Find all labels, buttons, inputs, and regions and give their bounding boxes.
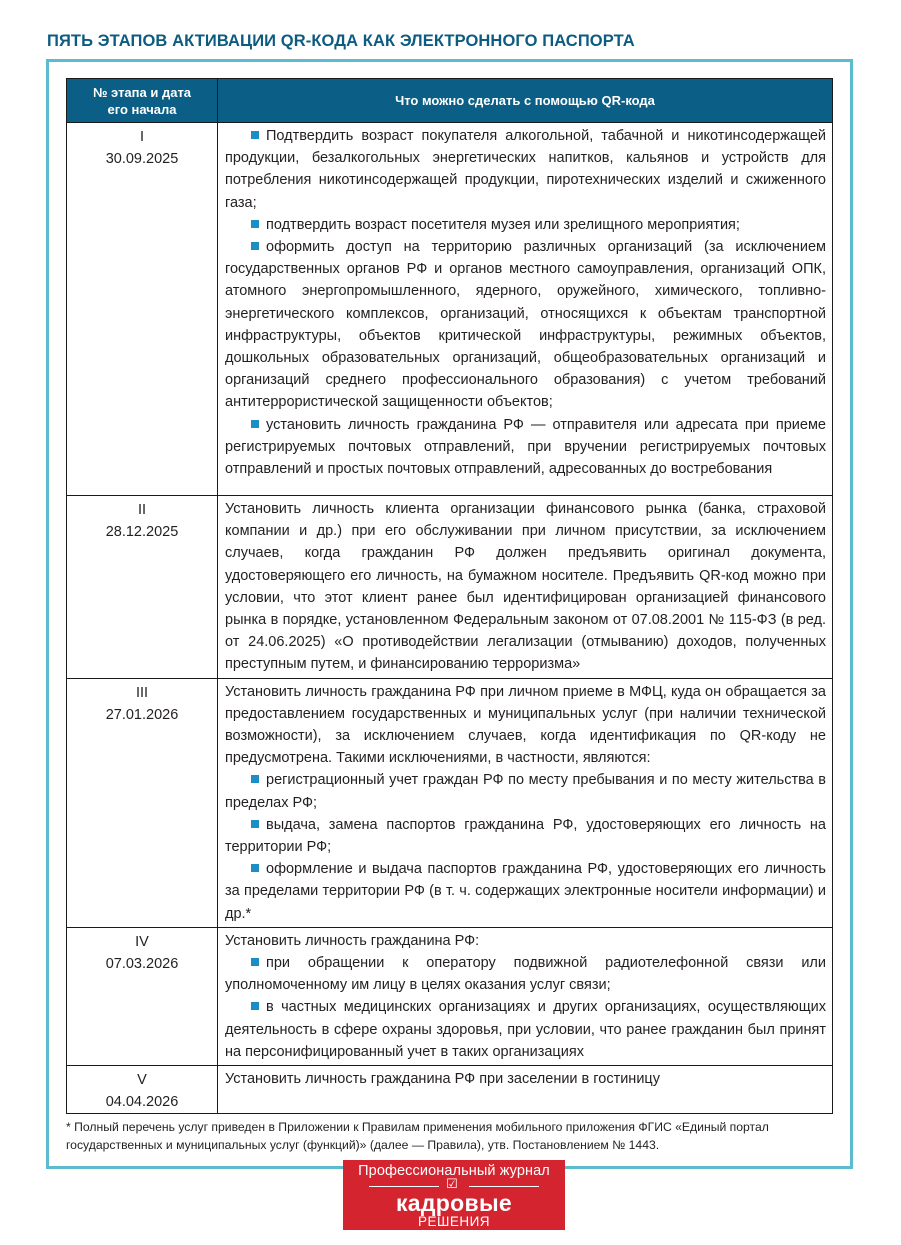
list-item <box>225 214 826 236</box>
logo-line2: кадровые <box>396 1190 512 1216</box>
table-row <box>67 123 833 496</box>
stage-date: 04.04.2026 <box>105 1094 179 1111</box>
list-item-text: при обращении к оператору подвижной радиотелефонной связи или уполномоченному им лицу в целях оказания услуг связи; <box>225 955 826 994</box>
logo-line3: РЕШЕНИЯ <box>417 1214 491 1229</box>
table-row <box>67 678 833 927</box>
stage-cell <box>67 123 218 496</box>
content-cell <box>218 678 833 927</box>
square-bullet-icon <box>251 131 259 139</box>
square-bullet-icon <box>251 820 259 828</box>
list-item <box>225 236 826 414</box>
square-bullet-icon <box>251 775 259 783</box>
content-cell <box>218 927 833 1065</box>
table-row <box>67 496 833 679</box>
content-cell <box>218 123 833 496</box>
table-row <box>67 927 833 1065</box>
square-bullet-icon <box>251 958 259 966</box>
header-stage-line2: его начала <box>107 101 177 117</box>
list-item-text: установить личность гражданина РФ — отправителя или адресата при приеме регистрируемых почтовых отправлений, при вручении регистрируемых почтовых отправлений и простых почтовых отправлений, адресованных до востребования <box>225 416 826 478</box>
logo-rule-right <box>469 1186 539 1187</box>
square-bullet-icon <box>251 420 259 428</box>
list-item <box>225 996 826 1063</box>
content-text: Установить личность гражданина РФ при личном приеме в МФЦ, куда он обращается за предоставлением государственных и муниципальных услуг (при наличии технической возможности), за исключением случаев, когда идентификация по QR-коду не предусмотрена. Такими исключениями, в частности, являются: <box>225 683 826 767</box>
list-item-text: регистрационный учет граждан РФ по месту пребывания и по месту жительства в пределах РФ; <box>225 772 826 811</box>
list-item-text: Подтвердить возраст покупателя алкогольной, табачной и никотинсодержащей продукции, безалкогольных энергетических напитков, кальянов и устройств для потребления никотинсодержащей продукции, пиротехнических изделий и сжиженного газа; <box>225 128 826 211</box>
square-bullet-icon <box>251 242 259 250</box>
stage-cell <box>67 496 218 679</box>
stage-number: V <box>137 1072 147 1089</box>
stage-cell <box>67 1066 218 1114</box>
footnote: * Полный перечень услуг приведен в Приложении к Правилам применения мобильного приложения ФГИС «Единый портал государственных и муниципальных услуг (функций)» (далее — Правила), утв. Постановлением № 1443. <box>66 1120 769 1152</box>
stage-date: 30.09.2025 <box>105 151 179 167</box>
stage-cell <box>67 927 218 1065</box>
list-item-text: в частных медицинских организациях и других организациях, осуществляющих деятельность в сфере охраны здоровья, при условии, что ранее гражданин был принят на персонифицированный учет в таких организациях <box>225 999 826 1060</box>
list-item <box>225 769 826 813</box>
list-item <box>225 814 826 858</box>
list-item-text: оформить доступ на территорию различных организаций (за исключением государственных органов РФ и органов местного самоуправления, организаций ОПК, атомного энергопромышленного, ядерного, оружейного, химического, топливно-энергетического комплексов, организаций, относящихся к объектам транспортной инфраструктуры, объектов критической инфраструктуры, режимных объектов, дошкольных образовательных организаций, общеобразовательных организаций и организаций среднего профессионального образования) с учетом требований антитеррористической защищенности объектов; <box>225 239 826 411</box>
header-content: Что можно сделать с помощью QR-кода <box>218 79 833 123</box>
header-stage-line1: № этапа и дата <box>92 84 192 100</box>
logo-rule-left <box>369 1186 439 1187</box>
page-title: ПЯТЬ ЭТАПОВ АКТИВАЦИИ QR-КОДА КАК ЭЛЕКТРОННОГО ПАСПОРТА <box>47 32 635 50</box>
logo-line1: Профессиональный журнал <box>358 1163 550 1179</box>
content-text: Установить личность клиента организации финансового рынка (банка, страховой компании и др.) при его обслуживании при личном присутствии, за исключением случаев, когда гражданин РФ должен предъявить оригинал документа, удостоверяющего его личность, на бумажном носителе. Предъявить QR-код можно при условии, что этот клиент ранее был идентифицирован организацией финансового рынка в порядке, установленном Федеральным законом от 07.08.2001 № 115-ФЗ (в ред. от 24.06.2025) «О противодействии легализации (отмыванию) доходов, полученных преступным путем, и финансированию терроризма» <box>225 501 826 673</box>
table-row <box>67 1066 833 1114</box>
square-bullet-icon <box>251 220 259 228</box>
list-item-text: оформление и выдача паспортов гражданина РФ, удостоверяющих его личность за пределами территории РФ (в т. ч. содержащих электронные носители информации) и др.* <box>225 861 826 922</box>
list-item <box>225 952 826 996</box>
stage-date: 28.12.2025 <box>105 524 179 540</box>
logo-divider <box>343 1176 565 1192</box>
stage-number: III <box>135 684 149 701</box>
header-stage-date <box>67 79 218 123</box>
stage-number: II <box>137 502 147 518</box>
content-cell <box>218 1066 833 1114</box>
content-text: Установить личность гражданина РФ: <box>225 932 480 949</box>
checkbox-icon: ☑ <box>446 1176 458 1191</box>
content-text: Установить личность гражданина РФ при заселении в гостиницу <box>225 1071 660 1088</box>
content-cell <box>218 496 833 679</box>
stage-date: 07.03.2026 <box>105 955 179 972</box>
list-item <box>225 858 826 925</box>
list-item-text: выдача, замена паспортов гражданина РФ, удостоверяющих его личность на территории РФ; <box>225 816 826 856</box>
list-item-text: подтвердить возраст посетителя музея или зрелищного мероприятия; <box>266 216 740 233</box>
stages-table <box>66 78 833 1114</box>
square-bullet-icon <box>251 864 259 872</box>
stage-date: 27.01.2026 <box>105 706 179 723</box>
stage-number: IV <box>135 933 149 950</box>
list-item <box>225 414 826 481</box>
journal-logo <box>343 1160 565 1230</box>
list-item <box>225 125 826 214</box>
table-header-row <box>67 79 833 123</box>
stage-cell <box>67 678 218 927</box>
square-bullet-icon <box>251 1002 259 1010</box>
stage-number: I <box>139 129 145 145</box>
